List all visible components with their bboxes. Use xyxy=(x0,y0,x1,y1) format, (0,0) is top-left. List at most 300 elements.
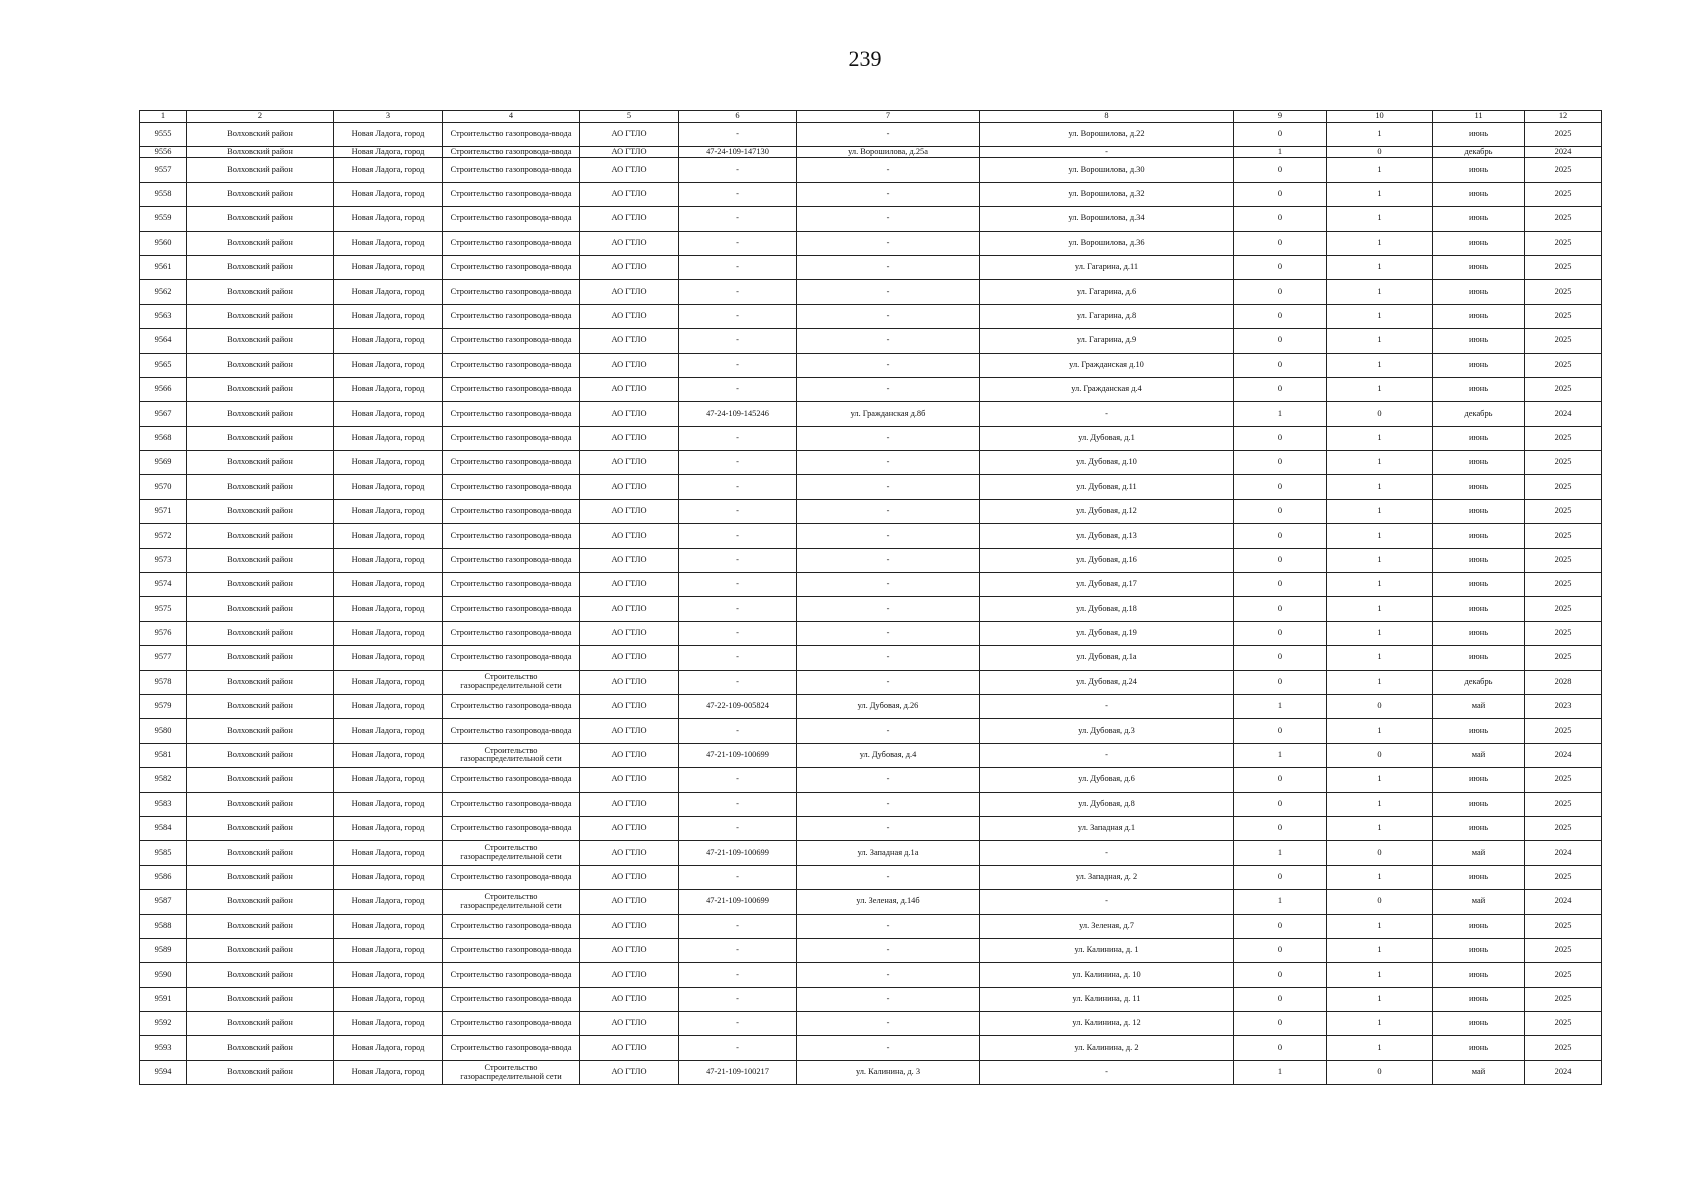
cell-month: июнь xyxy=(1433,646,1525,670)
cell-count-planned: 1 xyxy=(1327,255,1433,279)
cell-settlement: Новая Ладога, город xyxy=(334,353,443,377)
cell-organization: АО ГТЛО xyxy=(580,768,679,792)
cell-district: Волховский район xyxy=(187,158,334,182)
cell-permit-number: - xyxy=(679,353,797,377)
table-body xyxy=(140,123,1602,1085)
cell-year: 2025 xyxy=(1525,987,1602,1011)
cell-count-planned: 0 xyxy=(1327,841,1433,865)
cell-year: 2025 xyxy=(1525,304,1602,328)
cell-permit-number: - xyxy=(679,963,797,987)
cell-month: июнь xyxy=(1433,304,1525,328)
cell-object-address: - xyxy=(797,377,980,401)
cell-planned-address: ул. Калинина, д. 10 xyxy=(980,963,1234,987)
cell-planned-address: ул. Гагарина, д.9 xyxy=(980,329,1234,353)
cell-year: 2023 xyxy=(1525,694,1602,718)
table-row xyxy=(140,938,1602,962)
cell-permit-number: - xyxy=(679,426,797,450)
cell-permit-number: - xyxy=(679,938,797,962)
cell-row-number: 9567 xyxy=(140,402,187,426)
cell-permit-number: - xyxy=(679,207,797,231)
cell-work-type: Строительство газопровода-ввода xyxy=(443,207,580,231)
table-row xyxy=(140,719,1602,743)
cell-count-planned: 0 xyxy=(1327,402,1433,426)
cell-count-existing: 0 xyxy=(1234,499,1327,523)
cell-settlement: Новая Ладога, город xyxy=(334,207,443,231)
cell-work-type: Строительство газопровода-ввода xyxy=(443,280,580,304)
cell-district: Волховский район xyxy=(187,451,334,475)
cell-object-address: - xyxy=(797,329,980,353)
cell-district: Волховский район xyxy=(187,280,334,304)
cell-month: июнь xyxy=(1433,914,1525,938)
cell-count-planned: 1 xyxy=(1327,451,1433,475)
cell-district: Волховский район xyxy=(187,207,334,231)
column-header: 9 xyxy=(1234,111,1327,123)
cell-row-number: 9562 xyxy=(140,280,187,304)
cell-count-existing: 0 xyxy=(1234,451,1327,475)
table-row xyxy=(140,182,1602,206)
cell-work-type: Строительство газопровода-ввода xyxy=(443,475,580,499)
cell-row-number: 9593 xyxy=(140,1036,187,1060)
table-row xyxy=(140,768,1602,792)
cell-month: май xyxy=(1433,694,1525,718)
cell-permit-number: - xyxy=(679,621,797,645)
cell-row-number: 9583 xyxy=(140,792,187,816)
cell-permit-number: - xyxy=(679,792,797,816)
cell-settlement: Новая Ладога, город xyxy=(334,768,443,792)
cell-count-existing: 0 xyxy=(1234,573,1327,597)
table-row xyxy=(140,329,1602,353)
cell-row-number: 9587 xyxy=(140,890,187,914)
cell-count-planned: 1 xyxy=(1327,329,1433,353)
cell-organization: АО ГТЛО xyxy=(580,158,679,182)
cell-count-existing: 0 xyxy=(1234,231,1327,255)
cell-count-planned: 1 xyxy=(1327,963,1433,987)
cell-year: 2025 xyxy=(1525,816,1602,840)
cell-month: июнь xyxy=(1433,499,1525,523)
cell-planned-address: ул. Гражданская д.4 xyxy=(980,377,1234,401)
cell-permit-number: 47-21-109-100699 xyxy=(679,743,797,767)
cell-organization: АО ГТЛО xyxy=(580,841,679,865)
cell-row-number: 9564 xyxy=(140,329,187,353)
cell-district: Волховский район xyxy=(187,621,334,645)
cell-year: 2025 xyxy=(1525,123,1602,147)
cell-count-planned: 1 xyxy=(1327,123,1433,147)
cell-row-number: 9579 xyxy=(140,694,187,718)
cell-work-type: Строительство газопровода-ввода xyxy=(443,329,580,353)
cell-count-existing: 0 xyxy=(1234,475,1327,499)
cell-row-number: 9555 xyxy=(140,123,187,147)
cell-settlement: Новая Ладога, город xyxy=(334,938,443,962)
cell-count-planned: 1 xyxy=(1327,353,1433,377)
cell-district: Волховский район xyxy=(187,255,334,279)
cell-planned-address: ул. Гагарина, д.8 xyxy=(980,304,1234,328)
cell-settlement: Новая Ладога, город xyxy=(334,1060,443,1084)
cell-year: 2025 xyxy=(1525,597,1602,621)
cell-count-planned: 1 xyxy=(1327,158,1433,182)
cell-organization: АО ГТЛО xyxy=(580,499,679,523)
cell-row-number: 9582 xyxy=(140,768,187,792)
cell-work-type: Строительство газораспределительной сети xyxy=(443,670,580,694)
cell-count-planned: 1 xyxy=(1327,426,1433,450)
cell-planned-address: - xyxy=(980,1060,1234,1084)
cell-count-existing: 1 xyxy=(1234,402,1327,426)
cell-year: 2025 xyxy=(1525,1036,1602,1060)
cell-planned-address: ул. Дубовая, д.17 xyxy=(980,573,1234,597)
cell-row-number: 9590 xyxy=(140,963,187,987)
cell-planned-address: ул. Ворошилова, д.22 xyxy=(980,123,1234,147)
cell-object-address: - xyxy=(797,255,980,279)
cell-settlement: Новая Ладога, город xyxy=(334,475,443,499)
column-header: 11 xyxy=(1433,111,1525,123)
cell-district: Волховский район xyxy=(187,743,334,767)
cell-month: июнь xyxy=(1433,987,1525,1011)
cell-row-number: 9558 xyxy=(140,182,187,206)
table-row xyxy=(140,987,1602,1011)
cell-count-planned: 0 xyxy=(1327,743,1433,767)
cell-count-existing: 1 xyxy=(1234,841,1327,865)
cell-month: июнь xyxy=(1433,597,1525,621)
cell-count-existing: 0 xyxy=(1234,255,1327,279)
cell-organization: АО ГТЛО xyxy=(580,646,679,670)
table-row xyxy=(140,158,1602,182)
table-row xyxy=(140,353,1602,377)
cell-organization: АО ГТЛО xyxy=(580,670,679,694)
cell-count-planned: 1 xyxy=(1327,670,1433,694)
cell-count-existing: 0 xyxy=(1234,280,1327,304)
cell-year: 2024 xyxy=(1525,743,1602,767)
cell-planned-address: ул. Дубовая, д.18 xyxy=(980,597,1234,621)
cell-year: 2025 xyxy=(1525,499,1602,523)
cell-district: Волховский район xyxy=(187,719,334,743)
cell-month: июнь xyxy=(1433,792,1525,816)
cell-work-type: Строительство газопровода-ввода xyxy=(443,147,580,158)
table-row xyxy=(140,475,1602,499)
cell-month: май xyxy=(1433,743,1525,767)
cell-count-existing: 0 xyxy=(1234,768,1327,792)
cell-settlement: Новая Ладога, город xyxy=(334,329,443,353)
cell-row-number: 9594 xyxy=(140,1060,187,1084)
cell-year: 2025 xyxy=(1525,548,1602,572)
cell-count-existing: 0 xyxy=(1234,816,1327,840)
cell-row-number: 9576 xyxy=(140,621,187,645)
cell-work-type: Строительство газопровода-ввода xyxy=(443,646,580,670)
cell-permit-number: 47-21-109-100699 xyxy=(679,841,797,865)
cell-year: 2025 xyxy=(1525,475,1602,499)
cell-planned-address: ул. Западная д.1 xyxy=(980,816,1234,840)
cell-organization: АО ГТЛО xyxy=(580,182,679,206)
cell-object-address: - xyxy=(797,865,980,889)
cell-work-type: Строительство газораспределительной сети xyxy=(443,841,580,865)
cell-district: Волховский район xyxy=(187,524,334,548)
cell-row-number: 9585 xyxy=(140,841,187,865)
cell-district: Волховский район xyxy=(187,694,334,718)
cell-row-number: 9561 xyxy=(140,255,187,279)
cell-work-type: Строительство газопровода-ввода xyxy=(443,1036,580,1060)
cell-work-type: Строительство газопровода-ввода xyxy=(443,524,580,548)
cell-settlement: Новая Ладога, город xyxy=(334,123,443,147)
table-row xyxy=(140,841,1602,865)
cell-month: июнь xyxy=(1433,182,1525,206)
column-header: 12 xyxy=(1525,111,1602,123)
cell-district: Волховский район xyxy=(187,329,334,353)
cell-planned-address: ул. Дубовая, д.11 xyxy=(980,475,1234,499)
cell-object-address: - xyxy=(797,475,980,499)
cell-row-number: 9573 xyxy=(140,548,187,572)
cell-settlement: Новая Ладога, город xyxy=(334,841,443,865)
cell-permit-number: - xyxy=(679,280,797,304)
cell-count-planned: 1 xyxy=(1327,207,1433,231)
cell-planned-address: ул. Ворошилова, д.34 xyxy=(980,207,1234,231)
cell-organization: АО ГТЛО xyxy=(580,475,679,499)
cell-settlement: Новая Ладога, город xyxy=(334,1012,443,1036)
cell-year: 2025 xyxy=(1525,768,1602,792)
cell-permit-number: 47-24-109-145246 xyxy=(679,402,797,426)
cell-year: 2025 xyxy=(1525,182,1602,206)
cell-count-planned: 1 xyxy=(1327,938,1433,962)
cell-count-existing: 0 xyxy=(1234,670,1327,694)
cell-permit-number: 47-22-109-005824 xyxy=(679,694,797,718)
cell-object-address: - xyxy=(797,304,980,328)
cell-row-number: 9589 xyxy=(140,938,187,962)
table-row xyxy=(140,207,1602,231)
cell-settlement: Новая Ладога, город xyxy=(334,255,443,279)
cell-organization: АО ГТЛО xyxy=(580,402,679,426)
cell-district: Волховский район xyxy=(187,1036,334,1060)
cell-settlement: Новая Ладога, город xyxy=(334,377,443,401)
cell-organization: АО ГТЛО xyxy=(580,451,679,475)
cell-permit-number: 47-21-109-100699 xyxy=(679,890,797,914)
cell-planned-address: - xyxy=(980,890,1234,914)
cell-year: 2025 xyxy=(1525,524,1602,548)
cell-object-address: - xyxy=(797,938,980,962)
cell-object-address: ул. Зеленая, д.14б xyxy=(797,890,980,914)
cell-permit-number: - xyxy=(679,646,797,670)
cell-permit-number: - xyxy=(679,719,797,743)
table-row xyxy=(140,694,1602,718)
cell-month: декабрь xyxy=(1433,147,1525,158)
cell-permit-number: - xyxy=(679,1012,797,1036)
cell-row-number: 9571 xyxy=(140,499,187,523)
table-row xyxy=(140,451,1602,475)
cell-settlement: Новая Ладога, город xyxy=(334,231,443,255)
cell-planned-address: ул. Дубовая, д.24 xyxy=(980,670,1234,694)
cell-count-planned: 1 xyxy=(1327,1036,1433,1060)
cell-row-number: 9563 xyxy=(140,304,187,328)
cell-planned-address: - xyxy=(980,402,1234,426)
cell-object-address: ул. Гражданская д.8б xyxy=(797,402,980,426)
cell-settlement: Новая Ладога, город xyxy=(334,499,443,523)
cell-year: 2025 xyxy=(1525,963,1602,987)
cell-settlement: Новая Ладога, город xyxy=(334,182,443,206)
cell-work-type: Строительство газопровода-ввода xyxy=(443,231,580,255)
cell-count-planned: 0 xyxy=(1327,694,1433,718)
cell-row-number: 9586 xyxy=(140,865,187,889)
table-row xyxy=(140,147,1602,158)
cell-count-planned: 1 xyxy=(1327,548,1433,572)
cell-year: 2025 xyxy=(1525,207,1602,231)
table-row xyxy=(140,426,1602,450)
cell-permit-number: - xyxy=(679,231,797,255)
cell-settlement: Новая Ладога, город xyxy=(334,816,443,840)
cell-object-address: - xyxy=(797,573,980,597)
cell-object-address: - xyxy=(797,548,980,572)
cell-district: Волховский район xyxy=(187,304,334,328)
cell-year: 2024 xyxy=(1525,402,1602,426)
cell-month: июнь xyxy=(1433,938,1525,962)
cell-work-type: Строительство газопровода-ввода xyxy=(443,768,580,792)
cell-row-number: 9557 xyxy=(140,158,187,182)
cell-work-type: Строительство газопровода-ввода xyxy=(443,123,580,147)
cell-district: Волховский район xyxy=(187,841,334,865)
cell-planned-address: ул. Калинина, д. 1 xyxy=(980,938,1234,962)
cell-district: Волховский район xyxy=(187,499,334,523)
cell-row-number: 9581 xyxy=(140,743,187,767)
cell-year: 2025 xyxy=(1525,255,1602,279)
cell-month: май xyxy=(1433,1060,1525,1084)
cell-count-existing: 0 xyxy=(1234,646,1327,670)
column-header: 7 xyxy=(797,111,980,123)
cell-planned-address: ул. Ворошилова, д.36 xyxy=(980,231,1234,255)
cell-settlement: Новая Ладога, город xyxy=(334,1036,443,1060)
cell-permit-number: 47-24-109-147130 xyxy=(679,147,797,158)
cell-count-existing: 0 xyxy=(1234,158,1327,182)
cell-work-type: Строительство газопровода-ввода xyxy=(443,304,580,328)
cell-planned-address: ул. Калинина, д. 11 xyxy=(980,987,1234,1011)
cell-month: июнь xyxy=(1433,231,1525,255)
cell-count-existing: 0 xyxy=(1234,123,1327,147)
header-row xyxy=(140,111,1602,123)
cell-count-planned: 0 xyxy=(1327,890,1433,914)
cell-planned-address: ул. Дубовая, д.12 xyxy=(980,499,1234,523)
cell-count-existing: 0 xyxy=(1234,304,1327,328)
cell-object-address: - xyxy=(797,499,980,523)
cell-count-planned: 1 xyxy=(1327,719,1433,743)
cell-work-type: Строительство газопровода-ввода xyxy=(443,402,580,426)
cell-year: 2025 xyxy=(1525,451,1602,475)
cell-planned-address: ул. Дубовая, д.8 xyxy=(980,792,1234,816)
cell-organization: АО ГТЛО xyxy=(580,621,679,645)
column-header: 8 xyxy=(980,111,1234,123)
cell-month: май xyxy=(1433,841,1525,865)
cell-count-existing: 0 xyxy=(1234,377,1327,401)
cell-year: 2025 xyxy=(1525,329,1602,353)
cell-permit-number: - xyxy=(679,1036,797,1060)
table-row xyxy=(140,963,1602,987)
table-row xyxy=(140,1036,1602,1060)
cell-work-type: Строительство газопровода-ввода xyxy=(443,621,580,645)
table-row xyxy=(140,499,1602,523)
cell-row-number: 9572 xyxy=(140,524,187,548)
table-row xyxy=(140,890,1602,914)
cell-planned-address: ул. Дубовая, д.1а xyxy=(980,646,1234,670)
cell-district: Волховский район xyxy=(187,646,334,670)
cell-count-planned: 1 xyxy=(1327,621,1433,645)
cell-month: июнь xyxy=(1433,426,1525,450)
cell-planned-address: ул. Дубовая, д.1 xyxy=(980,426,1234,450)
cell-month: июнь xyxy=(1433,280,1525,304)
cell-settlement: Новая Ладога, город xyxy=(334,524,443,548)
cell-organization: АО ГТЛО xyxy=(580,280,679,304)
cell-settlement: Новая Ладога, город xyxy=(334,451,443,475)
cell-count-existing: 0 xyxy=(1234,719,1327,743)
cell-count-existing: 0 xyxy=(1234,792,1327,816)
cell-permit-number: - xyxy=(679,329,797,353)
cell-count-existing: 0 xyxy=(1234,938,1327,962)
cell-count-planned: 1 xyxy=(1327,304,1433,328)
cell-settlement: Новая Ладога, город xyxy=(334,621,443,645)
cell-settlement: Новая Ладога, город xyxy=(334,743,443,767)
cell-organization: АО ГТЛО xyxy=(580,329,679,353)
cell-planned-address: - xyxy=(980,147,1234,158)
cell-district: Волховский район xyxy=(187,890,334,914)
cell-year: 2025 xyxy=(1525,231,1602,255)
cell-year: 2025 xyxy=(1525,792,1602,816)
cell-planned-address: - xyxy=(980,743,1234,767)
cell-work-type: Строительство газопровода-ввода xyxy=(443,377,580,401)
cell-object-address: - xyxy=(797,353,980,377)
cell-work-type: Строительство газопровода-ввода xyxy=(443,694,580,718)
cell-work-type: Строительство газопровода-ввода xyxy=(443,426,580,450)
cell-permit-number: - xyxy=(679,987,797,1011)
cell-work-type: Строительство газопровода-ввода xyxy=(443,573,580,597)
cell-planned-address: ул. Западная, д. 2 xyxy=(980,865,1234,889)
cell-count-existing: 1 xyxy=(1234,694,1327,718)
cell-organization: АО ГТЛО xyxy=(580,792,679,816)
cell-work-type: Строительство газопровода-ввода xyxy=(443,353,580,377)
cell-work-type: Строительство газопровода-ввода xyxy=(443,548,580,572)
cell-settlement: Новая Ладога, город xyxy=(334,147,443,158)
cell-count-planned: 0 xyxy=(1327,1060,1433,1084)
cell-row-number: 9556 xyxy=(140,147,187,158)
cell-planned-address: ул. Дубовая, д.16 xyxy=(980,548,1234,572)
cell-year: 2024 xyxy=(1525,841,1602,865)
table-row xyxy=(140,792,1602,816)
cell-organization: АО ГТЛО xyxy=(580,987,679,1011)
cell-year: 2025 xyxy=(1525,938,1602,962)
cell-organization: АО ГТЛО xyxy=(580,304,679,328)
cell-row-number: 9575 xyxy=(140,597,187,621)
cell-settlement: Новая Ладога, город xyxy=(334,573,443,597)
cell-settlement: Новая Ладога, город xyxy=(334,792,443,816)
cell-count-planned: 1 xyxy=(1327,524,1433,548)
cell-permit-number: - xyxy=(679,451,797,475)
table-row xyxy=(140,670,1602,694)
cell-planned-address: ул. Дубовая, д.6 xyxy=(980,768,1234,792)
cell-district: Волховский район xyxy=(187,865,334,889)
cell-work-type: Строительство газопровода-ввода xyxy=(443,987,580,1011)
cell-permit-number: - xyxy=(679,865,797,889)
cell-month: июнь xyxy=(1433,816,1525,840)
cell-row-number: 9574 xyxy=(140,573,187,597)
cell-month: июнь xyxy=(1433,865,1525,889)
cell-permit-number: - xyxy=(679,524,797,548)
cell-settlement: Новая Ладога, город xyxy=(334,719,443,743)
cell-count-existing: 1 xyxy=(1234,890,1327,914)
cell-year: 2025 xyxy=(1525,377,1602,401)
cell-settlement: Новая Ладога, город xyxy=(334,963,443,987)
cell-organization: АО ГТЛО xyxy=(580,207,679,231)
cell-permit-number: - xyxy=(679,182,797,206)
cell-count-existing: 0 xyxy=(1234,524,1327,548)
cell-permit-number: - xyxy=(679,914,797,938)
cell-count-existing: 0 xyxy=(1234,621,1327,645)
cell-count-planned: 1 xyxy=(1327,1012,1433,1036)
table-row xyxy=(140,1012,1602,1036)
cell-count-planned: 1 xyxy=(1327,499,1433,523)
cell-count-existing: 0 xyxy=(1234,548,1327,572)
cell-count-existing: 0 xyxy=(1234,597,1327,621)
cell-year: 2024 xyxy=(1525,890,1602,914)
